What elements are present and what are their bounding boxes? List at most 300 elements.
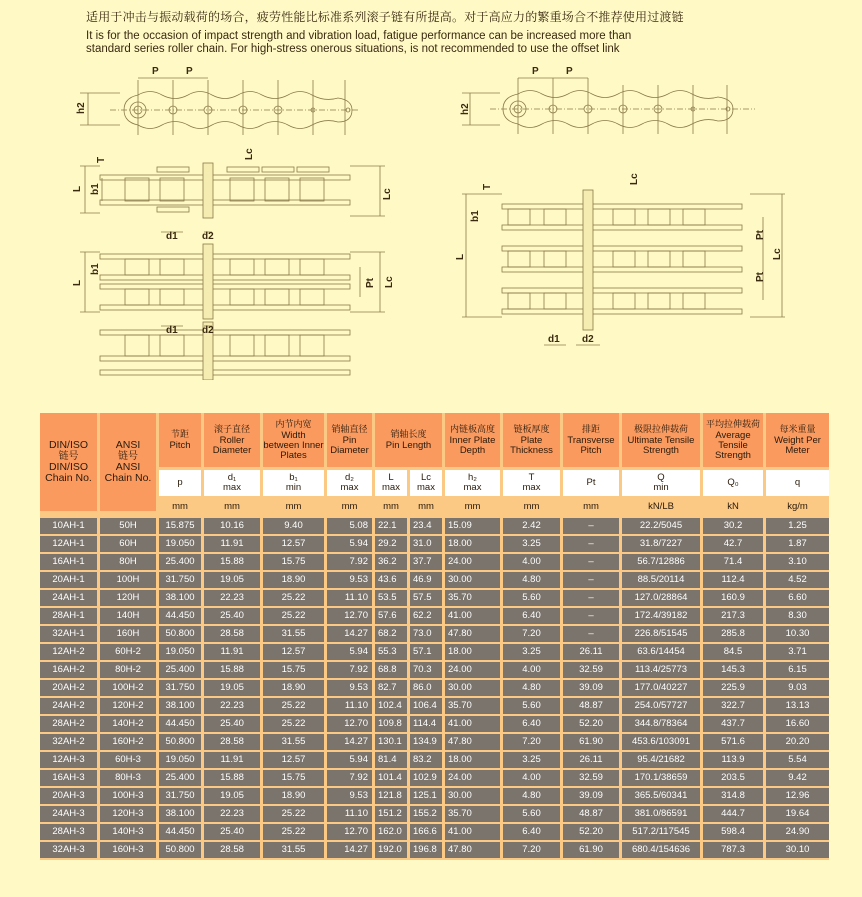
- table-row: [40, 752, 829, 770]
- table-cell: 598.4: [703, 824, 766, 842]
- table-cell: 6.40: [503, 608, 563, 626]
- table-cell: 5.94: [327, 752, 375, 770]
- table-cell: 226.8/51545: [622, 626, 703, 644]
- table-cell: 38.100: [159, 698, 204, 716]
- table-cell: 11.10: [327, 590, 375, 608]
- label-Lc: Lc: [244, 148, 255, 160]
- table-cell: 42.7: [703, 536, 766, 554]
- table-cell: 60H: [100, 536, 159, 554]
- table-cell: 254.0/57727: [622, 698, 703, 716]
- unit-d2: mm: [327, 499, 375, 514]
- table-cell: 19.05: [204, 680, 263, 698]
- table-cell: 7.92: [327, 554, 375, 572]
- table-cell: 6.15: [766, 662, 829, 680]
- table-cell: 100H-3: [100, 788, 159, 806]
- label-Pt-triple-1: Pt: [755, 230, 766, 240]
- table-cell: 24AH-1: [40, 590, 100, 608]
- table-cell: 25.400: [159, 662, 204, 680]
- table-cell: 15.88: [204, 770, 263, 788]
- table-cell: 50H: [100, 518, 159, 536]
- table-cell: 10.30: [766, 626, 829, 644]
- symbol-Q: Q min: [622, 470, 703, 499]
- table-cell: –: [563, 572, 622, 590]
- table-cell: 160H-3: [100, 842, 159, 860]
- table-cell: 35.70: [445, 806, 503, 824]
- table-cell: 3.25: [503, 752, 563, 770]
- table-cell: 1.25: [766, 518, 829, 536]
- table-cell: 18.00: [445, 752, 503, 770]
- table-cell: 22.23: [204, 590, 263, 608]
- table-cell: 41.00: [445, 608, 503, 626]
- table-cell: 47.80: [445, 734, 503, 752]
- table-row: [40, 734, 829, 752]
- table-cell: 160H-2: [100, 734, 159, 752]
- table-cell: 31.55: [263, 842, 327, 860]
- table-row: [40, 572, 829, 590]
- table-cell: 166.6: [410, 824, 445, 842]
- table-cell: 28AH-1: [40, 608, 100, 626]
- table-cell: 15.88: [204, 554, 263, 572]
- table-cell: 6.40: [503, 824, 563, 842]
- table-cell: 24AH-2: [40, 698, 100, 716]
- table-cell: 170.1/38659: [622, 770, 703, 788]
- table-cell: 102.9: [410, 770, 445, 788]
- table-cell: 12AH-2: [40, 644, 100, 662]
- table-cell: 48.87: [563, 806, 622, 824]
- table-body: [40, 518, 829, 860]
- table-cell: 38.100: [159, 590, 204, 608]
- table-cell: 19.05: [204, 788, 263, 806]
- unit-T: mm: [503, 499, 563, 514]
- table-cell: 48.87: [563, 698, 622, 716]
- table-cell: 5.60: [503, 806, 563, 824]
- table-cell: 112.4: [703, 572, 766, 590]
- table-cell: 31.750: [159, 788, 204, 806]
- table-cell: 344.8/78364: [622, 716, 703, 734]
- table-cell: 43.6: [375, 572, 410, 590]
- symbol-L: L max: [375, 470, 410, 499]
- table-cell: 162.0: [375, 824, 410, 842]
- table-cell: 12.70: [327, 716, 375, 734]
- table-row: [40, 806, 829, 824]
- table-cell: 517.2/117545: [622, 824, 703, 842]
- table-cell: 68.2: [375, 626, 410, 644]
- symbol-T: T max: [503, 470, 563, 499]
- table-cell: 22.2/5045: [622, 518, 703, 536]
- table-cell: 55.3: [375, 644, 410, 662]
- table-cell: 203.5: [703, 770, 766, 788]
- table-row: [40, 590, 829, 608]
- table-cell: 106.4: [410, 698, 445, 716]
- table-cell: 4.52: [766, 572, 829, 590]
- table-cell: 25.22: [263, 824, 327, 842]
- table-cell: 8.30: [766, 608, 829, 626]
- table-cell: 30.10: [766, 842, 829, 860]
- table-cell: 9.53: [327, 572, 375, 590]
- table-cell: 9.42: [766, 770, 829, 788]
- table-cell: 172.4/39182: [622, 608, 703, 626]
- unit-Lc: mm: [410, 499, 445, 514]
- table-row: [40, 662, 829, 680]
- table-cell: 15.09: [445, 518, 503, 536]
- table-cell: 225.9: [703, 680, 766, 698]
- table-cell: 381.0/86591: [622, 806, 703, 824]
- table-cell: 60H-3: [100, 752, 159, 770]
- table-cell: 25.22: [263, 608, 327, 626]
- table-cell: 7.92: [327, 770, 375, 788]
- table-cell: 30.00: [445, 572, 503, 590]
- header-din-iso: DIN/ISO 链号 DIN/ISO Chain No.: [40, 413, 100, 514]
- table-cell: 14.27: [327, 842, 375, 860]
- table-cell: 2.42: [503, 518, 563, 536]
- table-cell: 12AH-3: [40, 752, 100, 770]
- table-cell: 102.4: [375, 698, 410, 716]
- table-cell: 60H-2: [100, 644, 159, 662]
- table-cell: 20AH-1: [40, 572, 100, 590]
- label-L: L: [72, 185, 83, 192]
- table-cell: 15.75: [263, 554, 327, 572]
- table-cell: 52.20: [563, 824, 622, 842]
- table-cell: 7.20: [503, 734, 563, 752]
- table-cell: 28.58: [204, 626, 263, 644]
- table-cell: 12.70: [327, 824, 375, 842]
- table-cell: 127.0/28864: [622, 590, 703, 608]
- table-cell: 81.4: [375, 752, 410, 770]
- label-Pt-double: Pt: [365, 278, 376, 288]
- symbol-d1: d₁ max: [204, 470, 263, 499]
- table-cell: 30.2: [703, 518, 766, 536]
- table-cell: 9.40: [263, 518, 327, 536]
- table-cell: 18.00: [445, 644, 503, 662]
- table-cell: 140H-2: [100, 716, 159, 734]
- table-cell: 95.4/21682: [622, 752, 703, 770]
- table-cell: 31.8/7227: [622, 536, 703, 554]
- label-d2-triple: d2: [582, 334, 594, 345]
- header-plate-thickness: 链板厚度 Plate Thickness: [503, 413, 563, 470]
- table-cell: 121.8: [375, 788, 410, 806]
- table-cell: 10AH-1: [40, 518, 100, 536]
- table-cell: 787.3: [703, 842, 766, 860]
- table-cell: 56.7/12886: [622, 554, 703, 572]
- table-cell: 5.94: [327, 644, 375, 662]
- table-row: [40, 644, 829, 662]
- table-cell: 285.8: [703, 626, 766, 644]
- table-cell: 5.08: [327, 518, 375, 536]
- table-cell: 15.88: [204, 662, 263, 680]
- table-cell: 4.80: [503, 788, 563, 806]
- table-cell: 140H-3: [100, 824, 159, 842]
- table-cell: 13.13: [766, 698, 829, 716]
- table-cell: 5.60: [503, 698, 563, 716]
- table-cell: 25.400: [159, 554, 204, 572]
- table-cell: 32.59: [563, 770, 622, 788]
- table-cell: 125.1: [410, 788, 445, 806]
- table-cell: 151.2: [375, 806, 410, 824]
- label-p-2: P: [186, 66, 193, 77]
- header-roller-diameter: 滚子直径 Roller Diameter: [204, 413, 263, 470]
- table-cell: 314.8: [703, 788, 766, 806]
- table-cell: 53.5: [375, 590, 410, 608]
- table-cell: 39.09: [563, 680, 622, 698]
- table-cell: 437.7: [703, 716, 766, 734]
- unit-p: mm: [159, 499, 204, 514]
- table-row: [40, 716, 829, 734]
- table-cell: 217.3: [703, 608, 766, 626]
- chain-spec-table: [40, 413, 829, 860]
- table-cell: 3.10: [766, 554, 829, 572]
- table-cell: –: [563, 518, 622, 536]
- header-ansi: ANSI 链号 ANSI Chain No.: [100, 413, 159, 514]
- table-cell: 32AH-2: [40, 734, 100, 752]
- table-cell: 24.00: [445, 554, 503, 572]
- table-cell: 25.22: [263, 590, 327, 608]
- label-b1-triple: b1: [470, 210, 481, 222]
- table-cell: 160.9: [703, 590, 766, 608]
- table-cell: 19.64: [766, 806, 829, 824]
- table-cell: 24.00: [445, 770, 503, 788]
- table-cell: 44.450: [159, 824, 204, 842]
- table-cell: 134.9: [410, 734, 445, 752]
- table-row: [40, 770, 829, 788]
- table-cell: 41.00: [445, 824, 503, 842]
- table-cell: 12.57: [263, 752, 327, 770]
- table-row: [40, 554, 829, 572]
- label-b1: b1: [90, 183, 101, 195]
- label-p: P: [152, 66, 159, 77]
- unit-Q: kN/LB: [622, 499, 703, 514]
- table-cell: 86.0: [410, 680, 445, 698]
- table-cell: 44.450: [159, 608, 204, 626]
- table-cell: 19.050: [159, 644, 204, 662]
- table-cell: 30.00: [445, 788, 503, 806]
- table-cell: 44.450: [159, 716, 204, 734]
- table-cell: 120H-2: [100, 698, 159, 716]
- table-cell: 6.40: [503, 716, 563, 734]
- table-cell: 5.60: [503, 590, 563, 608]
- table-cell: 10.16: [204, 518, 263, 536]
- table-cell: 73.0: [410, 626, 445, 644]
- intro-english-line2: standard series roller chain. For high-stress onerous situations, is not recommended to use the offset link: [86, 43, 620, 55]
- unit-L: mm: [375, 499, 410, 514]
- table-cell: 19.05: [204, 572, 263, 590]
- table-cell: 28AH-3: [40, 824, 100, 842]
- table-cell: 25.400: [159, 770, 204, 788]
- table-cell: 25.22: [263, 716, 327, 734]
- table-cell: 18.90: [263, 680, 327, 698]
- table-cell: –: [563, 554, 622, 572]
- table-cell: 46.9: [410, 572, 445, 590]
- table-cell: 25.40: [204, 716, 263, 734]
- table-cell: 19.050: [159, 752, 204, 770]
- header-transverse-pitch: 排距 Transverse Pitch: [563, 413, 622, 470]
- table-cell: 80H-3: [100, 770, 159, 788]
- table-cell: 57.5: [410, 590, 445, 608]
- table-cell: 62.2: [410, 608, 445, 626]
- table-cell: 11.91: [204, 644, 263, 662]
- table-cell: 177.0/40227: [622, 680, 703, 698]
- table-cell: 24AH-3: [40, 806, 100, 824]
- table-cell: 31.55: [263, 734, 327, 752]
- table-cell: 113.9: [703, 752, 766, 770]
- table-cell: 6.60: [766, 590, 829, 608]
- table-cell: 196.8: [410, 842, 445, 860]
- header-inner-plate-depth: 内链板高度 Inner Plate Depth: [445, 413, 503, 470]
- table-cell: 1.87: [766, 536, 829, 554]
- table-cell: 571.6: [703, 734, 766, 752]
- table-cell: 7.20: [503, 842, 563, 860]
- table-cell: 145.3: [703, 662, 766, 680]
- table-cell: 26.11: [563, 752, 622, 770]
- table-cell: 24.90: [766, 824, 829, 842]
- table-cell: 35.70: [445, 590, 503, 608]
- table-cell: 4.80: [503, 572, 563, 590]
- header-weight: 每米重量 Weight Per Meter: [766, 413, 829, 470]
- table-cell: 11.91: [204, 536, 263, 554]
- table-cell: 20.20: [766, 734, 829, 752]
- table-cell: 71.4: [703, 554, 766, 572]
- table-cell: 3.25: [503, 536, 563, 554]
- table-cell: 160H: [100, 626, 159, 644]
- table-cell: 32AH-3: [40, 842, 100, 860]
- label-T-right: T: [482, 183, 493, 190]
- header-average-tensile: 平均拉伸载荷 Average Tensile Strength: [703, 413, 766, 470]
- table-cell: 5.94: [327, 536, 375, 554]
- table-cell: 22.1: [375, 518, 410, 536]
- table-cell: 113.4/25773: [622, 662, 703, 680]
- table-cell: 19.050: [159, 536, 204, 554]
- table-cell: 7.92: [327, 662, 375, 680]
- table-row: [40, 698, 829, 716]
- table-cell: 12.96: [766, 788, 829, 806]
- table-cell: 100H: [100, 572, 159, 590]
- label-d2-double: d2: [202, 325, 214, 336]
- table-cell: 50.800: [159, 734, 204, 752]
- label-Lc-triple: Lc: [772, 248, 783, 260]
- table-cell: 68.8: [375, 662, 410, 680]
- table-cell: 4.00: [503, 662, 563, 680]
- table-cell: 88.5/20114: [622, 572, 703, 590]
- table-cell: 50.800: [159, 842, 204, 860]
- table-cell: 444.7: [703, 806, 766, 824]
- table-cell: 3.71: [766, 644, 829, 662]
- label-Lc-right: Lc: [382, 188, 393, 200]
- table-cell: 23.4: [410, 518, 445, 536]
- table-cell: 9.53: [327, 680, 375, 698]
- table-cell: 35.70: [445, 698, 503, 716]
- table-row: [40, 680, 829, 698]
- unit-Q0: kN: [703, 499, 766, 514]
- symbol-d2: d₂ max: [327, 470, 375, 499]
- table-cell: 12.70: [327, 608, 375, 626]
- table-cell: 15.75: [263, 770, 327, 788]
- table-cell: 322.7: [703, 698, 766, 716]
- table-cell: 25.22: [263, 698, 327, 716]
- table-cell: 130.1: [375, 734, 410, 752]
- label-d2: d2: [202, 231, 214, 242]
- table-cell: 140H: [100, 608, 159, 626]
- header-ultimate-tensile: 极限拉伸载荷 Ultimate Tensile Strength: [622, 413, 703, 470]
- table-row: [40, 788, 829, 806]
- table-cell: 453.6/103091: [622, 734, 703, 752]
- table-cell: 14.27: [327, 626, 375, 644]
- table-cell: 37.7: [410, 554, 445, 572]
- unit-b1: mm: [263, 499, 327, 514]
- symbol-Q0: Q₀: [703, 470, 766, 499]
- table-cell: –: [563, 608, 622, 626]
- table-cell: 4.00: [503, 554, 563, 572]
- table-row: [40, 626, 829, 644]
- intro-text: [86, 8, 846, 56]
- table-cell: 14.27: [327, 734, 375, 752]
- table-cell: 101.4: [375, 770, 410, 788]
- label-L-triple: L: [455, 253, 466, 260]
- table-cell: 32.59: [563, 662, 622, 680]
- label-p-right: P: [532, 66, 539, 77]
- table-cell: 61.90: [563, 842, 622, 860]
- table-cell: 47.80: [445, 842, 503, 860]
- symbol-b1: b₁ min: [263, 470, 327, 499]
- table-cell: 41.00: [445, 716, 503, 734]
- table-cell: 22.23: [204, 806, 263, 824]
- label-T: T: [96, 156, 107, 163]
- table-cell: 155.2: [410, 806, 445, 824]
- header-pin-length: 销轴长度 Pin Length: [375, 413, 445, 470]
- table-cell: 31.750: [159, 572, 204, 590]
- table-row: [40, 536, 829, 554]
- table-cell: 12.57: [263, 644, 327, 662]
- table-cell: 18.90: [263, 572, 327, 590]
- table-cell: 25.40: [204, 824, 263, 842]
- table-cell: –: [563, 626, 622, 644]
- label-Lc-double: Lc: [384, 276, 395, 288]
- symbol-p: p: [159, 470, 204, 499]
- table-cell: 30.00: [445, 680, 503, 698]
- table-cell: 11.10: [327, 806, 375, 824]
- table-cell: 192.0: [375, 842, 410, 860]
- header-pin-diameter: 销轴直径 Pin Diameter: [327, 413, 375, 470]
- table-row: [40, 824, 829, 842]
- table-cell: 84.5: [703, 644, 766, 662]
- table-cell: 16AH-1: [40, 554, 100, 572]
- table-cell: –: [563, 536, 622, 554]
- table-cell: 38.100: [159, 806, 204, 824]
- table-row: [40, 842, 829, 860]
- table-cell: 5.54: [766, 752, 829, 770]
- table-cell: 57.6: [375, 608, 410, 626]
- table-cell: 12AH-1: [40, 536, 100, 554]
- label-L-double: L: [72, 279, 83, 286]
- table-cell: 11.91: [204, 752, 263, 770]
- table-cell: 80H: [100, 554, 159, 572]
- table-cell: 100H-2: [100, 680, 159, 698]
- table-row: [40, 608, 829, 626]
- table-cell: 9.03: [766, 680, 829, 698]
- diagram-single-strand: [60, 60, 400, 380]
- table-cell: 25.22: [263, 806, 327, 824]
- table-cell: 29.2: [375, 536, 410, 554]
- table-cell: –: [563, 590, 622, 608]
- table-cell: 114.4: [410, 716, 445, 734]
- table-cell: 22.23: [204, 698, 263, 716]
- table-row: [40, 518, 829, 536]
- symbol-q: q: [766, 470, 829, 499]
- table-cell: 11.10: [327, 698, 375, 716]
- label-h2: h2: [76, 102, 87, 114]
- table-cell: 25.40: [204, 608, 263, 626]
- table-cell: 52.20: [563, 716, 622, 734]
- label-p-right-2: P: [566, 66, 573, 77]
- table-cell: 20AH-3: [40, 788, 100, 806]
